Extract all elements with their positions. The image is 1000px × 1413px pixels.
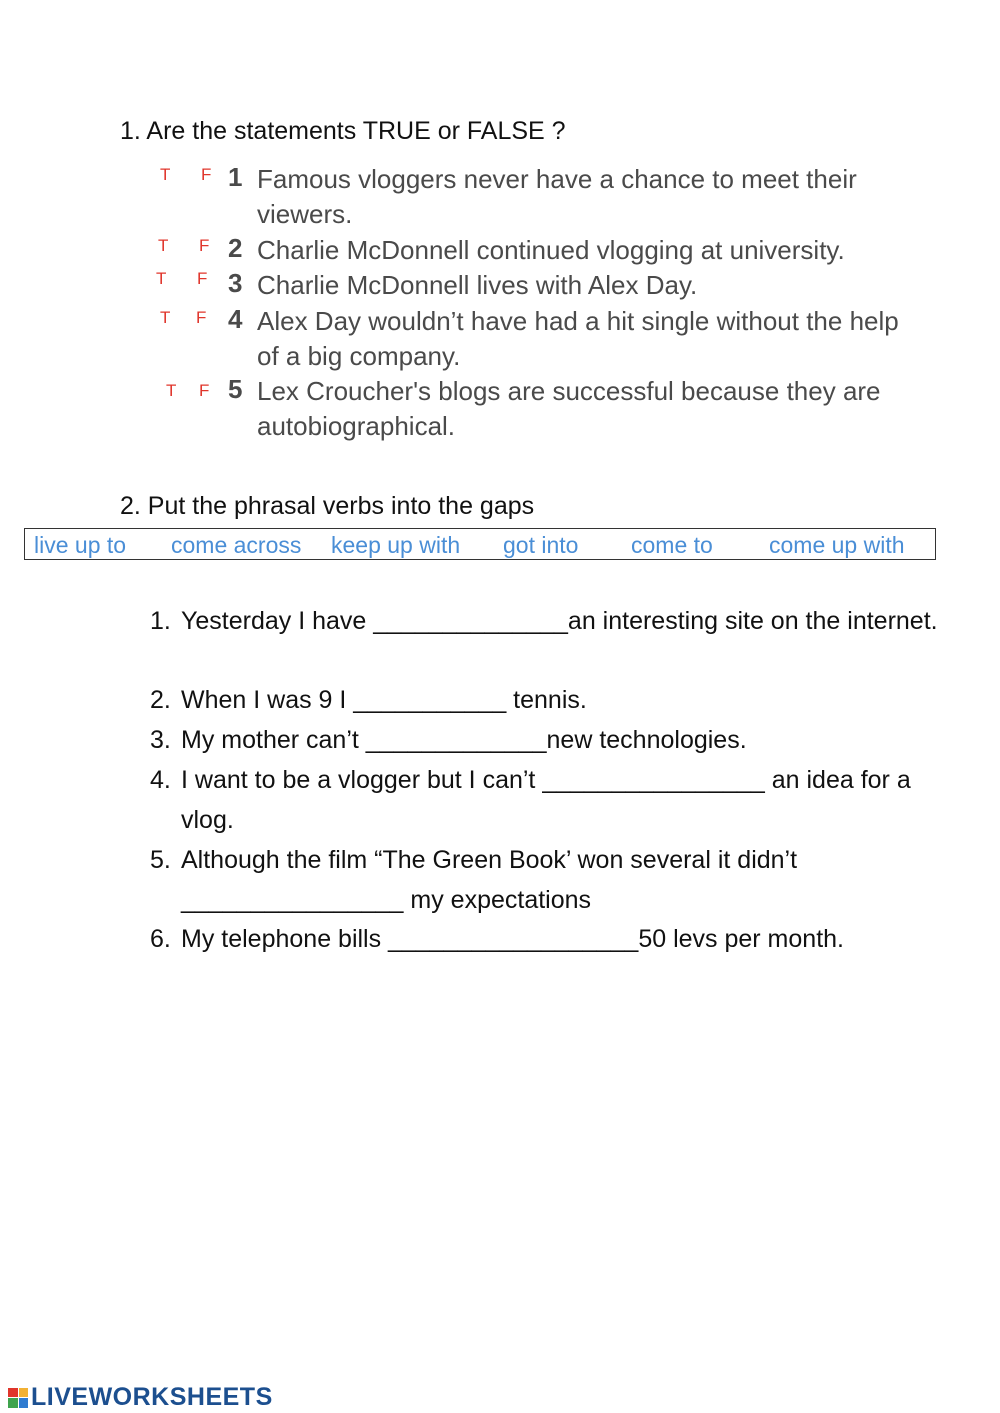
sentence-number: 4. <box>150 766 171 794</box>
word-bank-item[interactable]: got into <box>503 532 579 558</box>
word-bank-item[interactable]: keep up with <box>331 532 461 558</box>
logo-text: LIVEWORKSHEETS <box>31 1383 273 1411</box>
false-marker[interactable]: F <box>201 165 212 184</box>
statement-text: Charlie McDonnell lives with Alex Day. <box>257 270 698 300</box>
word-bank-item[interactable]: come across <box>171 532 302 558</box>
statement-number: 4 <box>228 304 243 334</box>
liveworksheets-logo <box>8 1383 273 1412</box>
true-marker[interactable]: T <box>158 236 169 255</box>
section1-heading: 1. Are the statements TRUE or FALSE ? <box>120 117 566 145</box>
true-marker[interactable]: T <box>156 269 167 288</box>
statement-text: Alex Day wouldn’t have had a hit single without the help of a big company. <box>257 306 899 371</box>
sentence-text[interactable]: My mother can’t _____________new technologies. <box>181 726 747 754</box>
word-bank-item[interactable]: come up with <box>769 532 905 558</box>
sentence-text[interactable]: When I was 9 I ___________ tennis. <box>181 686 587 714</box>
statement-text: Famous vloggers never have a chance to meet their viewers. <box>257 164 857 229</box>
true-marker[interactable]: T <box>160 308 171 327</box>
statement-text: Lex Croucher's blogs are successful because they are autobiographical. <box>257 376 881 441</box>
sentence-number: 1. <box>150 607 171 635</box>
logo-blocks-icon <box>8 1388 28 1408</box>
false-marker[interactable]: F <box>197 269 208 288</box>
section2-heading: 2. Put the phrasal verbs into the gaps <box>120 492 535 520</box>
sentence-text[interactable]: Yesterday I have ______________an interesting site on the internet. <box>181 607 938 635</box>
word-bank-item[interactable]: live up to <box>34 532 127 558</box>
false-marker[interactable]: F <box>196 308 207 327</box>
false-marker[interactable]: F <box>199 381 210 400</box>
sentence-number: 2. <box>150 686 171 714</box>
sentence-text[interactable]: Although the film “The Green Book’ won several it didn’t ________________ my expectations <box>181 846 798 914</box>
statement-number: 5 <box>228 374 243 404</box>
sentence-number: 5. <box>150 846 171 874</box>
sentence-number: 3. <box>150 726 171 754</box>
sentence-text[interactable]: My telephone bills __________________50 levs per month. <box>181 925 844 953</box>
false-marker[interactable]: F <box>199 236 210 255</box>
true-marker[interactable]: T <box>160 165 171 184</box>
statement-text: Charlie McDonnell continued vlogging at university. <box>257 235 845 265</box>
true-marker[interactable]: T <box>166 381 177 400</box>
word-bank-item[interactable]: come to <box>631 532 713 558</box>
sentence-number: 6. <box>150 925 171 953</box>
statement-number: 1 <box>228 162 243 192</box>
statement-number: 2 <box>228 233 243 263</box>
sentence-text[interactable]: I want to be a vlogger but I can’t ________________ an idea for a vlog. <box>181 766 911 834</box>
word-bank <box>24 528 936 560</box>
statement-number: 3 <box>228 268 243 298</box>
